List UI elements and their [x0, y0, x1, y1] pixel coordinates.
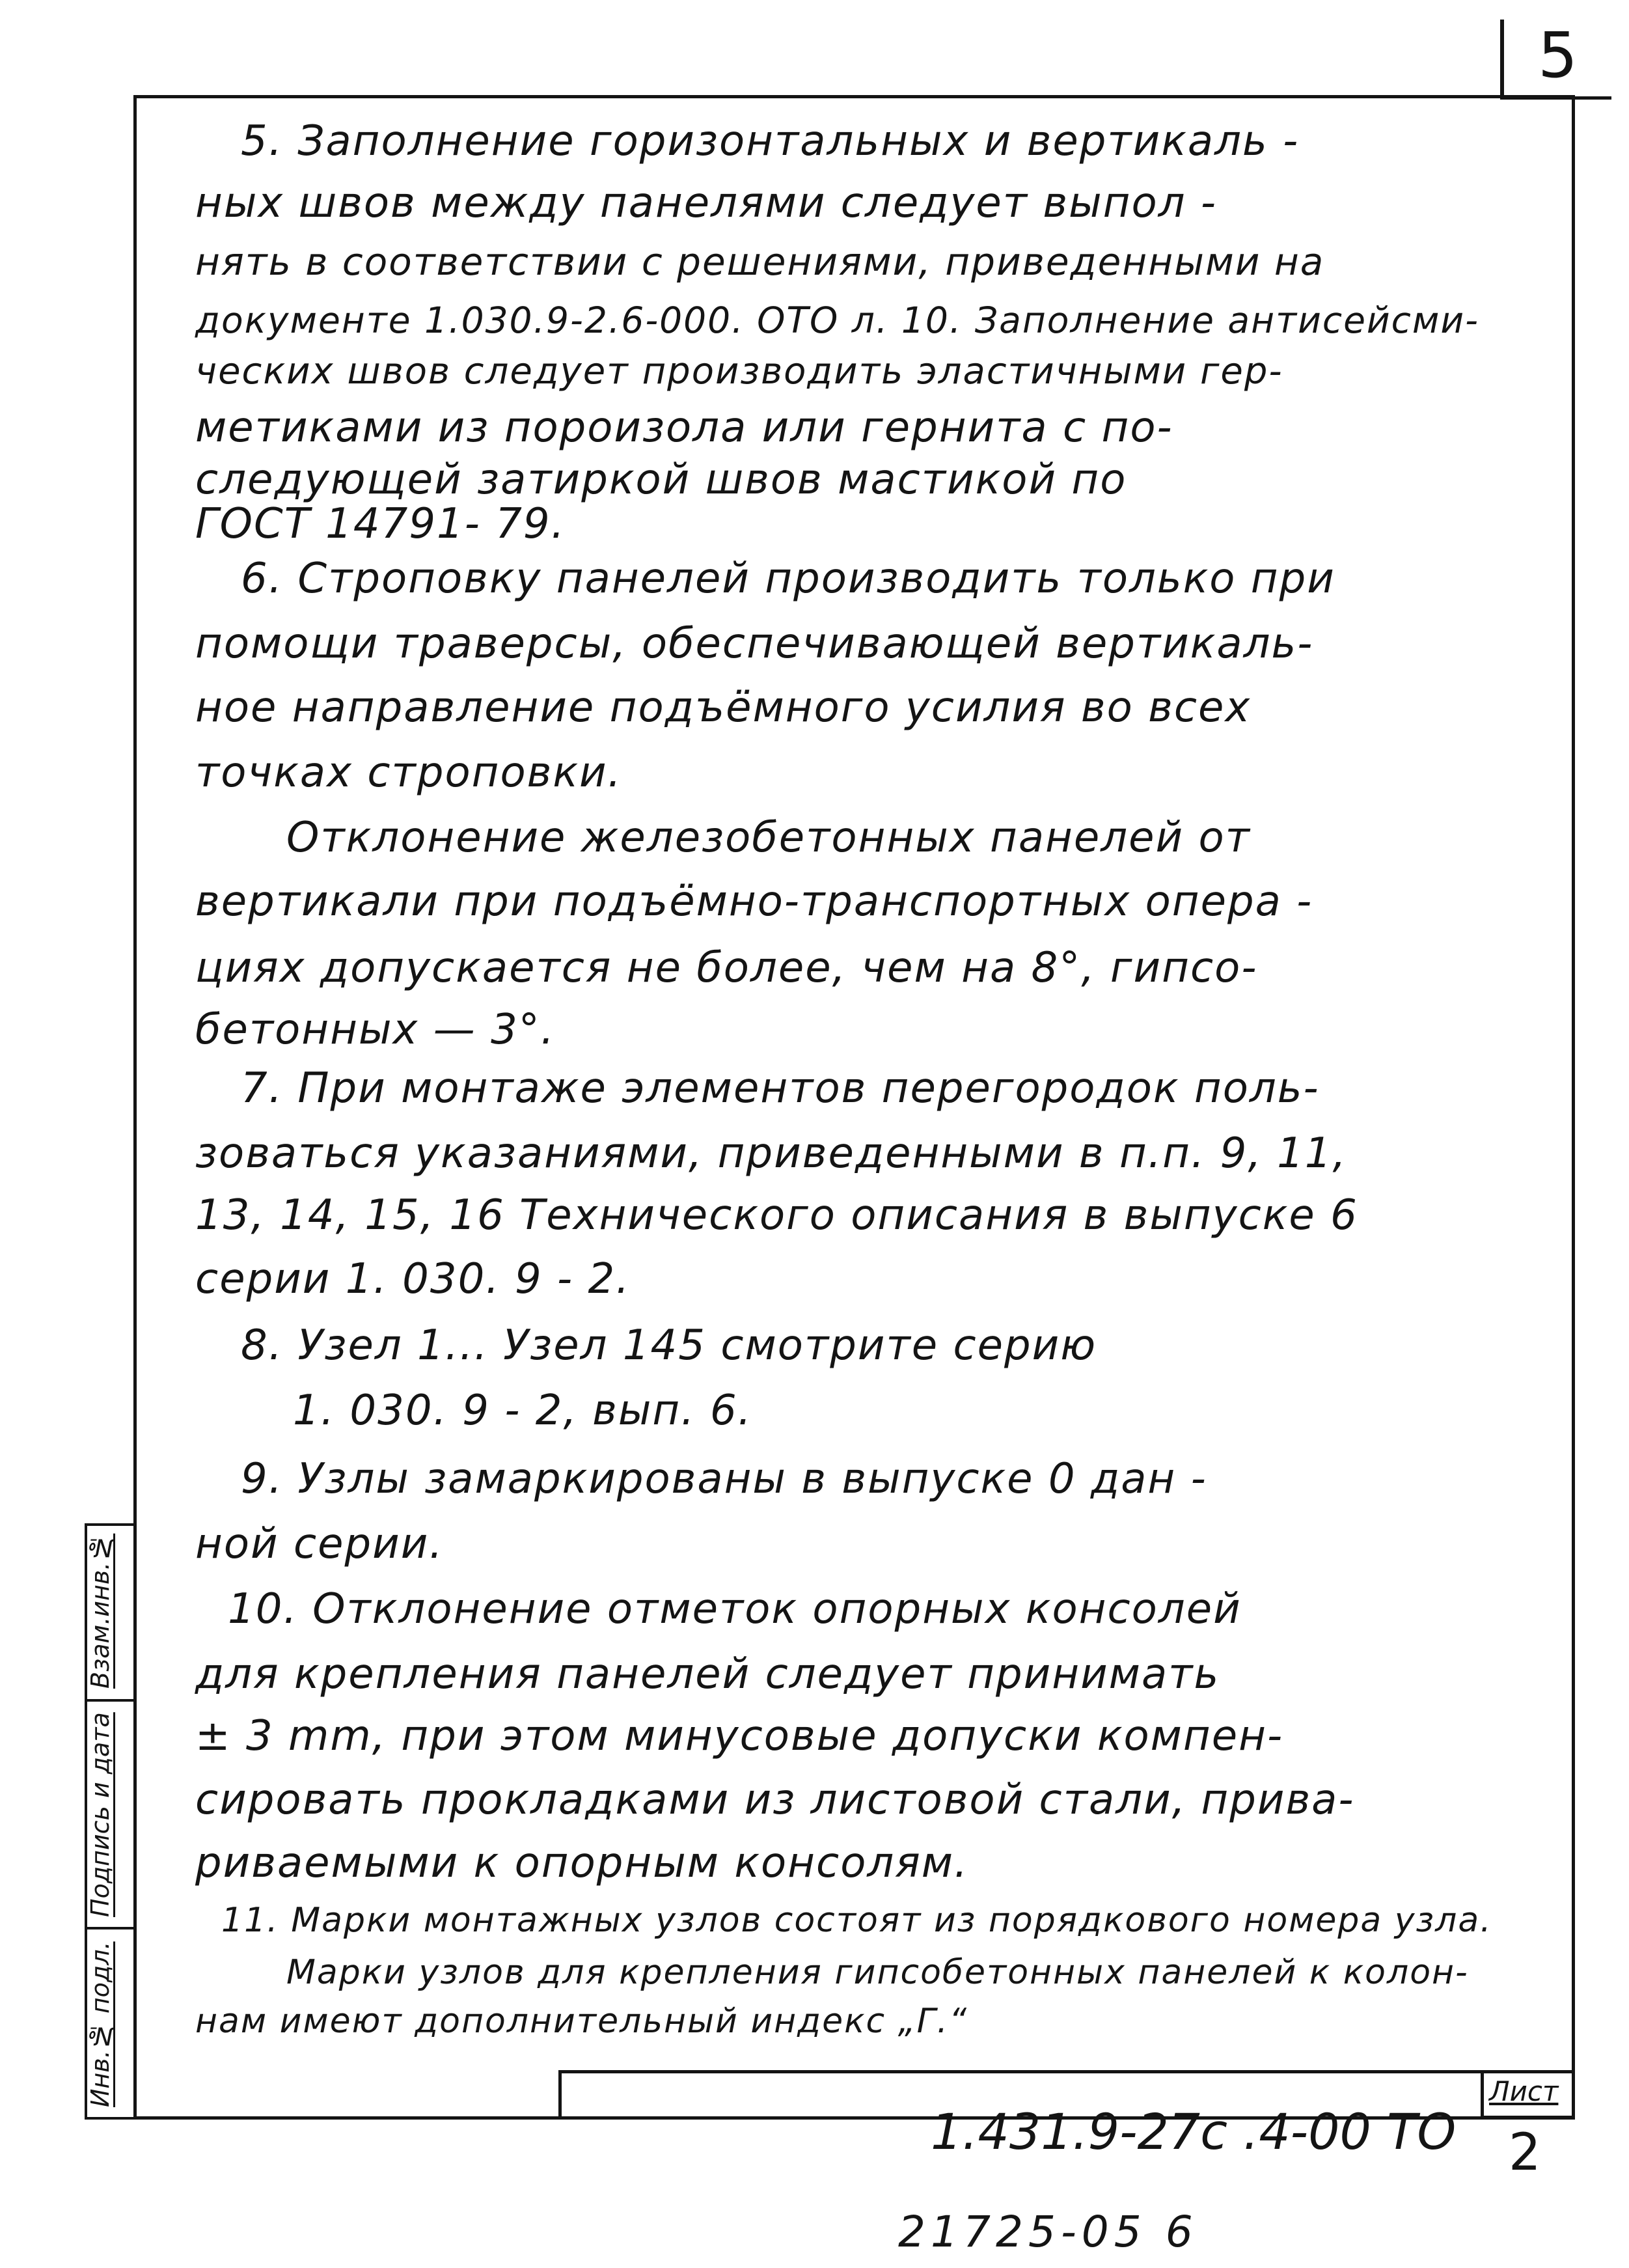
side-stamp-divider [85, 1927, 133, 1929]
text-line: 11. Марки монтажных узлов состоят из порядкового номера узла. [221, 1901, 1492, 1940]
text-line: серии 1. 030. 9 - 2. [195, 1255, 631, 1303]
text-line: циях допускается не более, чем на 8°, гипсо- [195, 944, 1258, 992]
text-line: ческих швов следует производить эластичными гер- [195, 350, 1283, 393]
text-line: метиками из пороизола или гернита с по- [195, 404, 1173, 452]
text-line: нять в соответствии с решениями, приведенными на [195, 240, 1325, 284]
page-number: 5 [1500, 20, 1611, 100]
text-line: ± 3 mm, при этом минусовые допуски компен- [195, 1712, 1284, 1760]
text-line: 8. Узел 1... Узел 145 смотрите серию [241, 1321, 1097, 1370]
text-line: документе 1.030.9-2.6-000. ОТО л. 10. Заполнение антисейсми- [195, 299, 1480, 341]
text-line: 13, 14, 15, 16 Технического описания в выпуске 6 [195, 1191, 1358, 1239]
text-line: 9. Узлы замаркированы в выпуске 0 дан - [241, 1455, 1207, 1503]
text-line: следующей затиркой швов мастикой по [195, 456, 1127, 504]
sheet-number: 2 [1509, 2123, 1541, 2182]
text-line: ГОСТ 14791- 79. [195, 500, 566, 548]
side-stamp-inv-no: Инв.№ подл. [86, 1941, 115, 2108]
text-line: ных швов между панелями следует выпол - [195, 179, 1217, 227]
sheet-cell-divider [1484, 2116, 1575, 2122]
text-line: 5. Заполнение горизонтальных и вертикаль - [241, 117, 1300, 165]
document-designation: 1.431.9-27с .4-00 ТО [931, 2103, 1457, 2161]
text-line: 6. Строповку панелей производить только при [241, 555, 1335, 603]
text-line: вертикали при подъёмно-транспортных опера - [195, 878, 1313, 926]
text-line: 10. Отклонение отметок опорных консолей [228, 1585, 1242, 1633]
text-line: 1. 030. 9 - 2, вып. 6. [293, 1387, 752, 1435]
text-line: бетонных — 3°. [195, 1006, 556, 1054]
text-line: нам имеют дополнительный индекс „Г.“ [195, 2002, 968, 2041]
text-line: 7. При монтаже элементов перегородок поль- [241, 1064, 1320, 1113]
text-line: Отклонение железобетонных панелей от [286, 814, 1251, 862]
text-line: ной серии. [195, 1520, 444, 1568]
text-line: сировать прокладками из листовой стали, прива- [195, 1776, 1355, 1824]
text-line: риваемыми к опорным консолям. [195, 1839, 969, 1887]
text-line: ное направление подъёмного усилия во всех [195, 684, 1252, 732]
side-stamp-divider [85, 1699, 133, 1702]
text-line: зоваться указаниями, приведенными в п.п. 9, 11, [195, 1129, 1347, 1178]
sheet-label: Лист [1489, 2075, 1559, 2107]
footer-code: 21725-05 6 [898, 2207, 1198, 2257]
text-line: помощи траверсы, обеспечивающей вертикаль- [195, 620, 1314, 668]
text-line: для крепления панелей следует принимать [195, 1650, 1220, 1698]
side-stamp-replaces-inv: Взам.инв.№ [86, 1533, 115, 1689]
side-stamp-signature-date: Подпись и дата [86, 1712, 115, 1917]
text-line: Марки узлов для крепления гипсобетонных панелей к колон- [286, 1953, 1469, 1992]
text-line: точках строповки. [195, 749, 622, 797]
